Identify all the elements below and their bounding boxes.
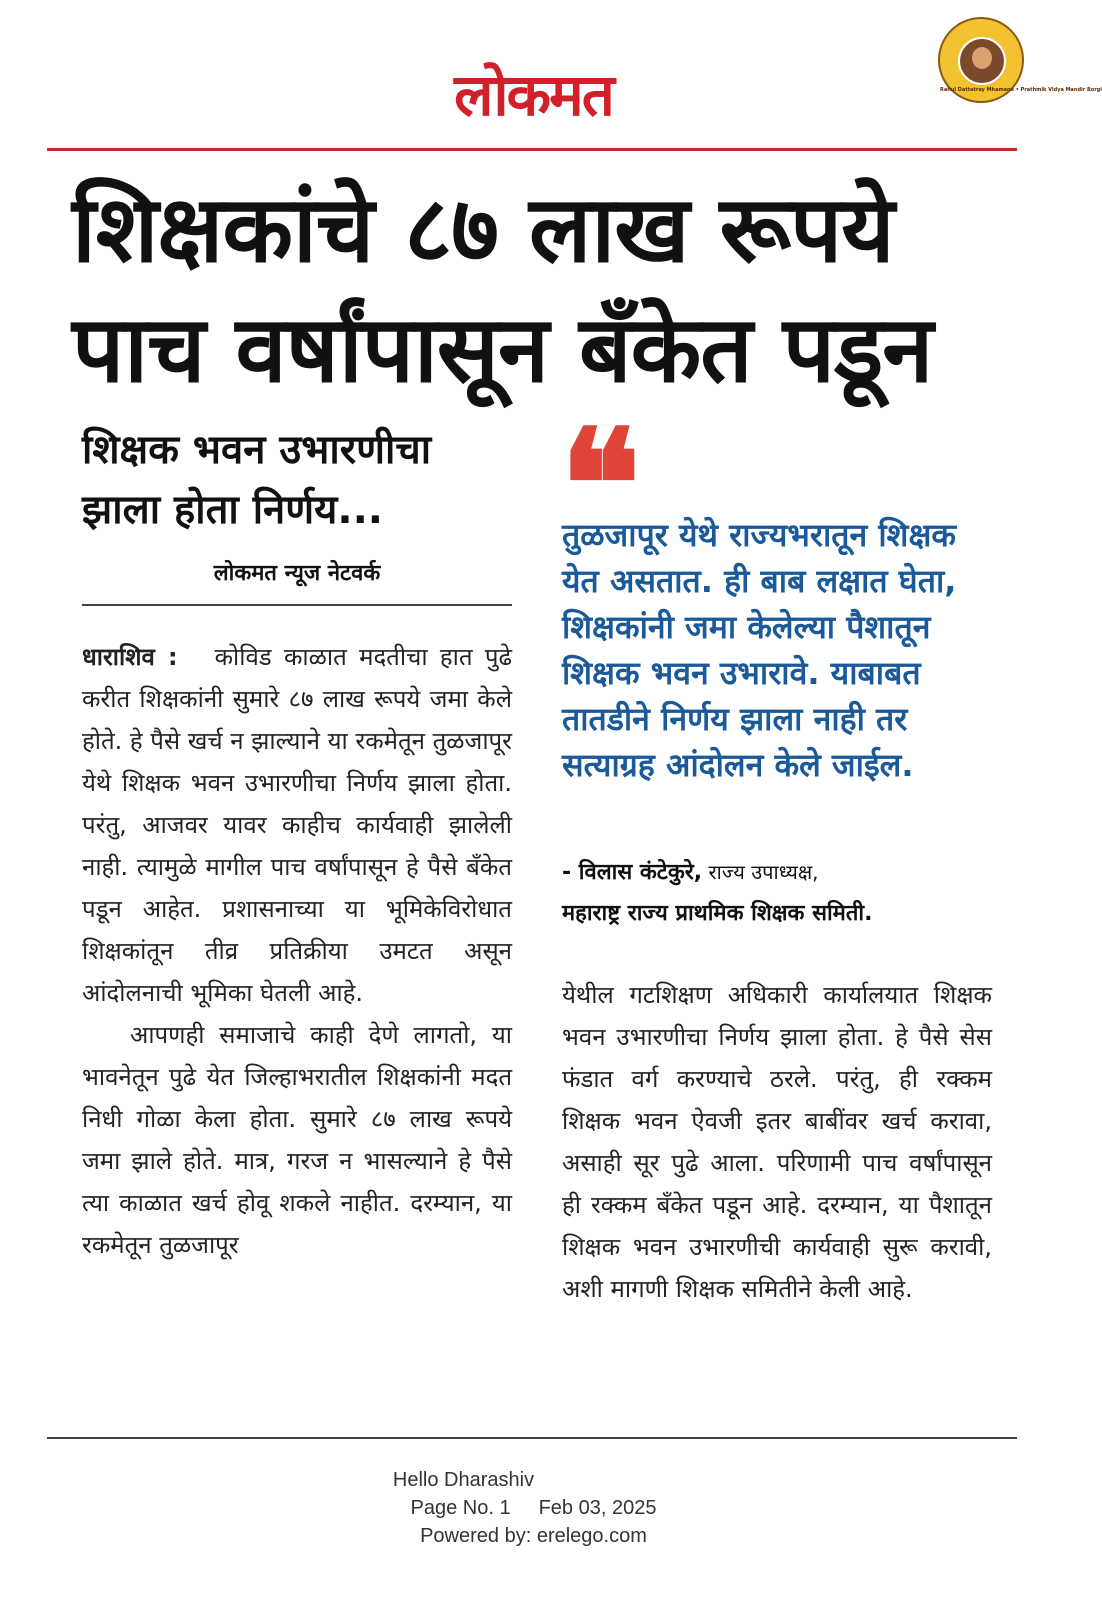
avatar	[958, 37, 1006, 85]
subheadline	[82, 420, 512, 540]
byline-divider	[82, 604, 512, 606]
footer-page-info	[0, 1494, 1067, 1522]
headline	[72, 170, 1002, 410]
headline-line-1: शिक्षकांचे ८७ लाख रूपये	[72, 176, 894, 283]
badge-caption: Rahul Dattatray Mhamane • Prathmik Vidya Mandir Borgi	[940, 87, 1102, 93]
article-column-right	[562, 974, 992, 1310]
top-divider	[47, 148, 1017, 151]
quote-mark-icon: ❝	[560, 397, 641, 573]
pull-quote: तुळजापूर येथे राज्यभरातून शिक्षक येत असतात. ही बाब लक्षात घेता, शिक्षकांनी जमा केलेल्या पैशातून शिक्षक भवन उभारावे. याबाबत तातडीने निर्णय झाला नाही तर सत्याग्रह आंदोलन केले जाईल.	[562, 516, 957, 784]
article-paragraph	[82, 636, 512, 1014]
bottom-divider	[47, 1437, 1017, 1439]
quote-author: - विलास कंटेकुरे,	[562, 860, 703, 885]
quote-author-role: राज्य उपाध्यक्ष,	[702, 860, 819, 884]
article-paragraph: आपणही समाजाचे काही देणे लागतो, या भावनेतून पुढे येत जिल्हाभरातील शिक्षकांनी मदत निधी गोळा केला होता. सुमारे ८७ लाख रूपये जमा झाले होते. मात्र, गरज न भासल्याने हे पैसे त्या काळात खर्च होवू शकले नाहीत. दरम्यान, या रकमेतून तुळजापूर	[82, 1021, 512, 1259]
quote-author-org: महाराष्ट्र राज्य प्राथमिक शिक्षक समिती.	[562, 901, 873, 926]
footer-page-number: Page No. 1	[410, 1497, 511, 1519]
masthead-logo: लोकमत	[454, 61, 613, 129]
byline: लोकमत न्यूज नेटवर्क	[213, 561, 381, 586]
quote-attribution	[562, 852, 1002, 934]
article-column-left	[82, 636, 512, 1266]
profile-badge	[938, 17, 1102, 103]
headline-line-2: पाच वर्षांपासून बँकेत पडून	[72, 296, 933, 403]
article-paragraph: येथील गटशिक्षण अधिकारी कार्यालयात शिक्षक भवन उभारणीचा निर्णय झाला होता. हे पैसे सेस फंडात वर्ग करण्याचे ठरले. परंतु, ही रक्कम शिक्षक भवन ऐवजी इतर बाबींवर खर्च करावा, असाही सूर पुढे आला. परिणामी पाच वर्षांपासून ही रक्कम बँकेत पडून आहे. दरम्यान, या पैशातून शिक्षक भवन उभारणीची कार्यवाही सुरू करावी, अशी मागणी शिक्षक समितीने केली आहे.	[562, 981, 992, 1303]
footer-powered-by: Powered by: erelego.com	[420, 1525, 647, 1547]
footer-date: Feb 03, 2025	[538, 1497, 657, 1519]
dateline: धाराशिव :	[82, 643, 178, 671]
subheadline-line-2: झाला होता निर्णय...	[82, 487, 383, 533]
subheadline-line-1: शिक्षक भवन उभारणीचा	[82, 427, 432, 473]
avatar-face	[972, 47, 992, 69]
footer-source: Hello Dharashiv	[392, 1469, 535, 1491]
paragraph-text: कोविड काळात मदतीचा हात पुढे करीत शिक्षकांनी सुमारे ८७ लाख रूपये जमा केले होते. हे पैसे खर्च न झाल्याने या रकमेतून तुळजापूर येथे शिक्षक भवन उभारणीचा निर्णय झाला होता. परंतु, आजवर यावर काहीच कार्यवाही झालेली नाही. त्यामुळे मागील पाच वर्षांपासून हे पैसे बँकेत पडून आहेत. प्रशासनाच्या या भूमिकेविरोधात शिक्षकांतून तीव्र प्रतिक्रीया उमटत असून आंदोलनाची भूमिका घेतली आहे.	[82, 643, 513, 1007]
